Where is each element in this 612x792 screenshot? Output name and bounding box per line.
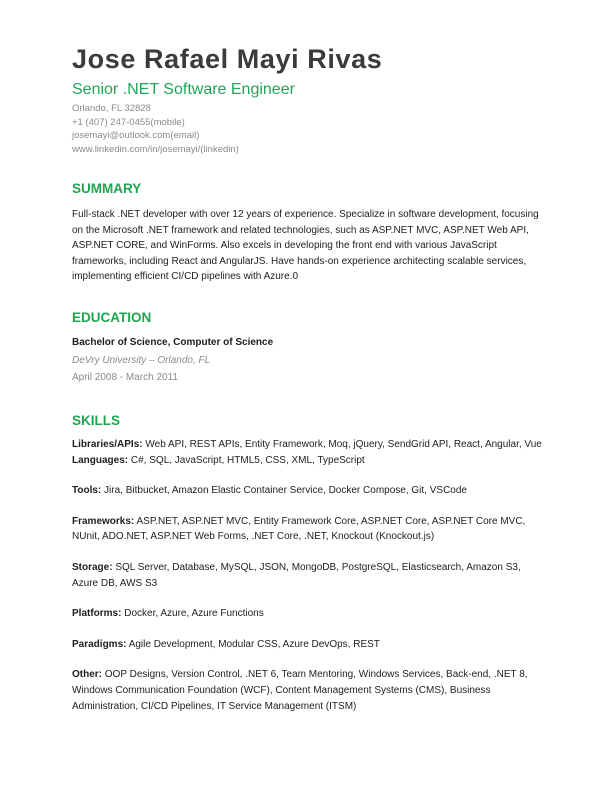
skill-value: Docker, Azure, Azure Functions — [121, 608, 264, 620]
linkedin-url: www.linkedin.com/in/josemayi/(linkedin) — [72, 143, 239, 155]
skill-tools — [72, 483, 542, 499]
skill-paradigms — [72, 637, 542, 653]
phone: +1 (407) 247-0455(mobile) — [72, 116, 185, 128]
skill-label: Other: — [72, 669, 102, 681]
skill-label: Tools: — [72, 485, 102, 497]
skill-label: Platforms: — [72, 608, 122, 620]
summary-text: Full-stack .NET developer with over 12 years of experience. Specialize in software development, focusing on the Microsoft .NET framework and related technologies, such as ASP.NET MVC, ASP.NET Web API, ASP.NET CORE, and WinForms. Also excels in developing the front end with various JavaScript frameworks, including React and AngularJS. Have hands-on experience architecting scalable services, implementing efficient CI/CD pipelines with Azure.0 — [72, 209, 539, 283]
skill-value: C#, SQL, JavaScript, HTML5, CSS, XML, TypeScript — [128, 454, 365, 466]
school: DeVry University – Orlando, FL — [72, 354, 211, 366]
education-heading: EDUCATION — [72, 309, 152, 325]
location: Orlando, FL 32828 — [72, 103, 151, 114]
skills-heading: SKILLS — [72, 412, 121, 428]
degree: Bachelor of Science, Computer of Science — [72, 336, 274, 348]
skill-value: Web API, REST APIs, Entity Framework, Moq, jQuery, SendGrid API, React, Angular, Vue — [142, 438, 542, 450]
skill-platforms — [72, 606, 542, 622]
skill-libraries — [72, 437, 542, 453]
skill-label: Storage: — [72, 561, 113, 573]
job-title: Senior .NET Software Engineer — [72, 81, 295, 98]
skill-storage — [72, 560, 542, 591]
contact-block — [72, 102, 542, 156]
candidate-name: Jose Rafael Mayi Rivas — [72, 44, 383, 74]
skill-value: OOP Designs, Version Control, .NET 6, Team Mentoring, Windows Services, Back-end, .NET 8, Windows Communication Foundation (WCF), Content Management Systems (CMS), Business Administration, CI/CD Pipelines, IT Service Management (ITSM) — [72, 669, 528, 712]
skill-label: Frameworks: — [72, 515, 135, 527]
skill-frameworks — [72, 514, 542, 545]
skill-value: ASP.NET, ASP.NET MVC, Entity Framework Core, ASP.NET Core, ASP.NET Core MVC, NUnit, ADO.NET, ASP.NET Web Forms, .NET Core, .NET, Knockout (Knockout.js) — [72, 515, 526, 543]
skill-languages — [72, 453, 542, 469]
skill-value: Jira, Bitbucket, Amazon Elastic Container Service, Docker Compose, Git, VSCode — [101, 485, 467, 497]
resume-page — [72, 42, 542, 714]
education-dates: April 2008 - March 2011 — [72, 371, 178, 383]
skill-label: Libraries/APIs: — [72, 438, 143, 450]
skill-other — [72, 667, 542, 714]
skill-label: Paradigms: — [72, 638, 127, 650]
skill-label: Languages: — [72, 454, 129, 466]
skills-list — [72, 437, 542, 714]
summary-heading: SUMMARY — [72, 181, 142, 196]
skill-value: Agile Development, Modular CSS, Azure DevOps, REST — [126, 638, 380, 650]
email: josemayi@outlook.com(email) — [72, 130, 200, 141]
skill-value: SQL Server, Database, MySQL, JSON, MongoDB, PostgreSQL, Elasticsearch, Amazon S3, Azure DB, AWS S3 — [72, 561, 521, 589]
